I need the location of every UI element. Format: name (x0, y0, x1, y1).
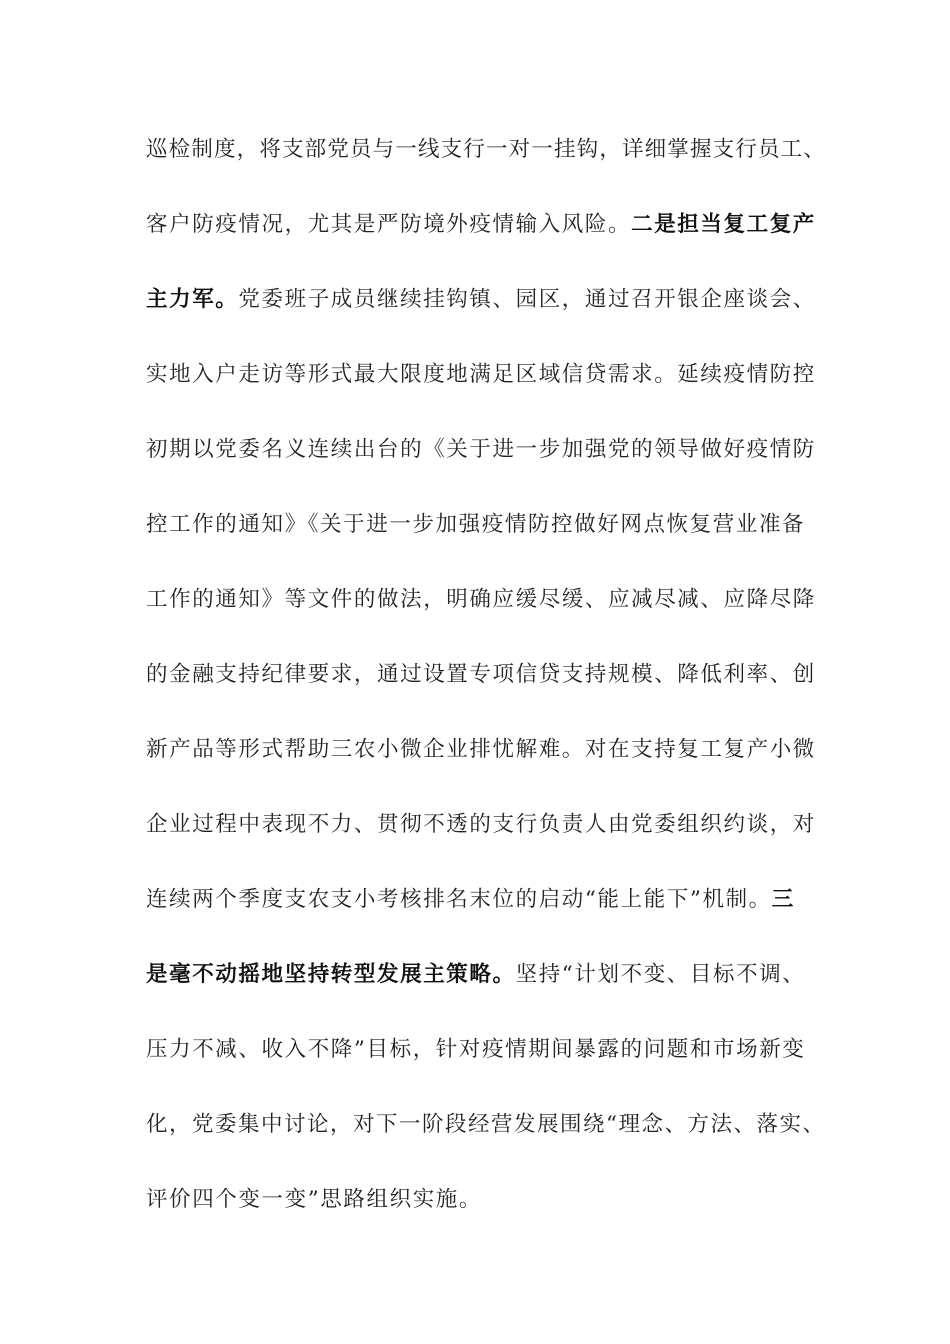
bold-text-run: 三 (771, 887, 795, 912)
text-run: 党委班子成员继续挂钩镇、园区，通过召开银企座谈会、 (238, 287, 816, 312)
text-line (146, 880, 826, 920)
bold-text-run: 是毫不动摇地坚持转型发展主策略。 (146, 962, 516, 987)
text-run: 连续两个季度支农支小考核排名末位的启动“能上能下”机制。 (146, 887, 772, 912)
text-line (146, 730, 826, 770)
text-line (146, 1030, 826, 1070)
text-run: 评价四个变一变”思路组织实施。 (146, 1187, 482, 1212)
text-line (146, 205, 826, 245)
text-line (146, 805, 826, 845)
text-line (146, 505, 826, 545)
text-line (146, 580, 826, 620)
text-run: 压力不减、收入不降”目标，针对疫情期间暴露的问题和市场新变 (146, 1037, 806, 1062)
text-run: 工作的通知》等文件的做法，明确应缓尽缓、应减尽减、应降尽降 (146, 587, 816, 612)
text-line (146, 130, 826, 170)
text-line (146, 655, 826, 695)
text-run: 企业过程中表现不力、贯彻不透的支行负责人由党委组织约谈，对 (146, 812, 816, 837)
text-line (146, 1105, 826, 1145)
text-run: 实地入户走访等形式最大限度地满足区域信贷需求。延续疫情防控 (146, 362, 816, 387)
text-run: 的金融支持纪律要求，通过设置专项信贷支持规模、降低利率、创 (146, 662, 816, 687)
text-line (146, 355, 826, 395)
text-run: 初期以党委名义连续出台的《关于进一步加强党的领导做好疫情防 (146, 437, 816, 462)
text-run: 坚持“计划不变、目标不调、 (515, 962, 806, 987)
text-line (146, 955, 826, 995)
bold-text-run: 二是担当复工复产 (631, 212, 816, 237)
text-run: 控工作的通知》《关于进一步加强疫情防控做好网点恢复营业准备 (146, 512, 806, 537)
text-run: 新产品等形式帮助三农小微企业排忧解难。对在支持复工复产小微 (146, 737, 816, 762)
text-line (146, 280, 826, 320)
bold-text-run: 主力军。 (146, 287, 239, 312)
text-run: 化，党委集中讨论，对下一阶段经营发展围绕“理念、方法、落实、 (146, 1112, 826, 1137)
text-run: 巡检制度，将支部党员与一线支行一对一挂钩，详细掌握支行员工、 (146, 137, 827, 162)
text-line (146, 430, 826, 470)
text-line (146, 1180, 826, 1220)
text-run: 客户防疫情况，尤其是严防境外疫情输入风险。 (146, 212, 632, 237)
